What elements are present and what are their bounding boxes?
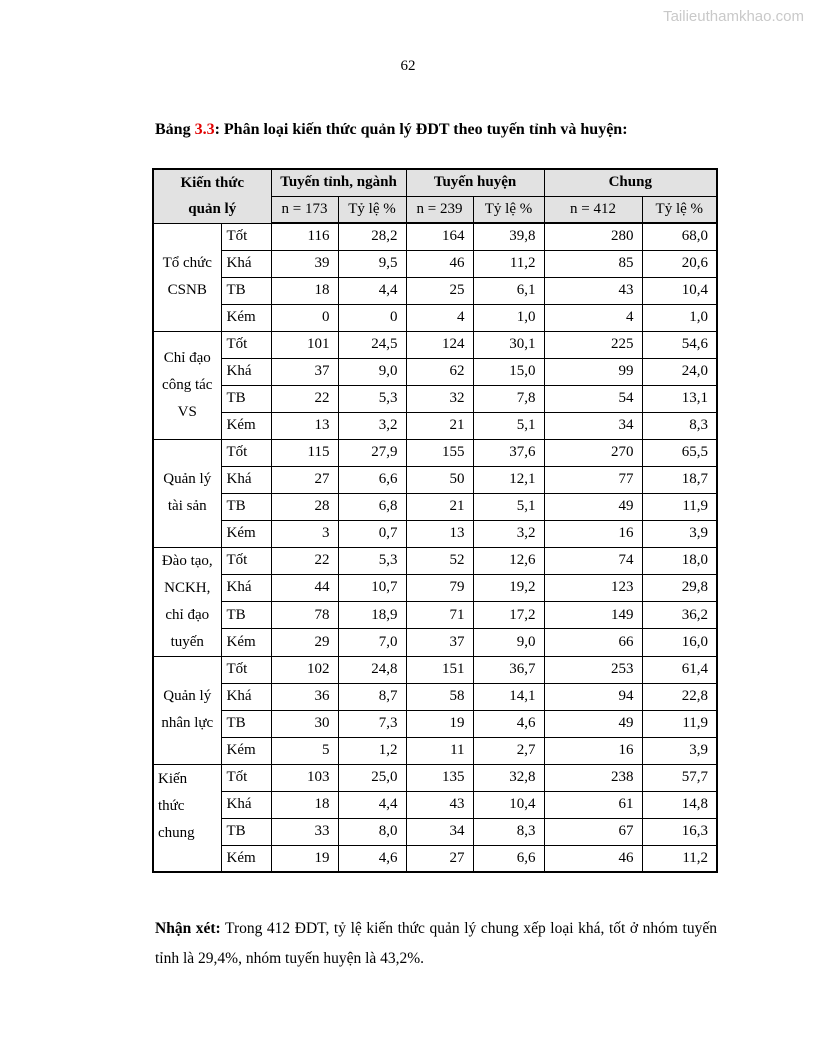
rating-cell: TB [221, 818, 271, 845]
value-cell: 43 [544, 277, 642, 304]
rating-cell: Kém [221, 629, 271, 656]
value-cell: 19 [271, 845, 338, 872]
rating-cell: Tốt [221, 764, 271, 791]
group-label-line: Chỉ đạo [163, 349, 211, 366]
value-cell: 19 [406, 710, 473, 737]
group-label-line: tài sản [167, 498, 207, 514]
value-cell: 71 [406, 602, 473, 629]
value-cell: 18,0 [642, 547, 717, 574]
rating-cell: Khá [221, 466, 271, 493]
value-cell: 32,8 [473, 764, 544, 791]
header-cell-province: Tuyến tỉnh, ngành [271, 169, 406, 196]
value-cell: 6,1 [473, 277, 544, 304]
value-cell: 49 [544, 493, 642, 520]
value-cell: 32 [406, 385, 473, 412]
value-cell: 151 [406, 656, 473, 683]
value-cell: 116 [271, 223, 338, 250]
table-row [153, 439, 717, 466]
value-cell: 30,1 [473, 331, 544, 358]
value-cell: 270 [544, 439, 642, 466]
value-cell: 5,3 [338, 547, 406, 574]
group-label-line: Quản lý [163, 471, 212, 487]
watermark: Tailieuthamkhao.com [663, 8, 804, 25]
rating-cell: Kém [221, 520, 271, 547]
value-cell: 0 [338, 304, 406, 331]
group-label-line: Quản lý [163, 688, 212, 704]
value-cell: 3,2 [338, 412, 406, 439]
value-cell: 8,3 [473, 818, 544, 845]
value-cell: 253 [544, 656, 642, 683]
value-cell: 39,8 [473, 223, 544, 250]
value-cell: 13 [271, 412, 338, 439]
value-cell: 46 [406, 250, 473, 277]
value-cell: 16,3 [642, 818, 717, 845]
value-cell: 13 [406, 520, 473, 547]
group-label-cell [153, 331, 221, 439]
value-cell: 49 [544, 710, 642, 737]
value-cell: 4 [406, 304, 473, 331]
value-cell: 12,1 [473, 466, 544, 493]
value-cell: 15,0 [473, 358, 544, 385]
table-row [153, 818, 717, 845]
value-cell: 18,7 [642, 466, 717, 493]
rating-cell: TB [221, 493, 271, 520]
value-cell: 77 [544, 466, 642, 493]
value-cell: 36,7 [473, 656, 544, 683]
value-cell: 79 [406, 574, 473, 601]
subheader-n-overall: n = 412 [544, 196, 642, 223]
value-cell: 30 [271, 710, 338, 737]
value-cell: 19,2 [473, 574, 544, 601]
value-cell: 8,7 [338, 683, 406, 710]
table-header [153, 169, 717, 223]
group-label-line: VS [177, 403, 197, 420]
value-cell: 1,2 [338, 737, 406, 764]
value-cell: 9,0 [473, 629, 544, 656]
value-cell: 6,6 [338, 466, 406, 493]
value-cell: 61 [544, 791, 642, 818]
value-cell: 5,3 [338, 385, 406, 412]
group-label-line: thức [158, 797, 185, 814]
group-label-line: Tổ chức [162, 255, 212, 271]
value-cell: 11,2 [473, 250, 544, 277]
table-row [153, 791, 717, 818]
value-cell: 46 [544, 845, 642, 872]
value-cell: 10,4 [473, 791, 544, 818]
value-cell: 10,7 [338, 574, 406, 601]
table-row [153, 331, 717, 358]
header-row-groups [153, 169, 717, 196]
subheader-pct-overall: Tỷ lệ % [642, 196, 717, 223]
group-label-line: chung [158, 824, 195, 841]
value-cell: 135 [406, 764, 473, 791]
value-cell: 18 [271, 791, 338, 818]
value-cell: 28 [271, 493, 338, 520]
value-cell: 8,0 [338, 818, 406, 845]
value-cell: 103 [271, 764, 338, 791]
value-cell: 27 [271, 466, 338, 493]
note-paragraph [155, 914, 717, 974]
value-cell: 58 [406, 683, 473, 710]
table-title-text: : Phân loại kiến thức quản lý ĐDT theo tuyến tỉnh và huyện: [214, 121, 628, 138]
group-label-line: Đào tạo, [161, 552, 213, 569]
value-cell: 238 [544, 764, 642, 791]
value-cell: 115 [271, 439, 338, 466]
value-cell: 16,0 [642, 629, 717, 656]
table-row [153, 277, 717, 304]
rating-cell: Kém [221, 412, 271, 439]
rating-cell: Khá [221, 791, 271, 818]
value-cell: 37 [271, 358, 338, 385]
value-cell: 28,2 [338, 223, 406, 250]
value-cell: 25 [406, 277, 473, 304]
value-cell: 94 [544, 683, 642, 710]
table-title [155, 121, 628, 139]
table-row [153, 710, 717, 737]
table-title-prefix: Bảng [155, 121, 195, 138]
value-cell: 25,0 [338, 764, 406, 791]
value-cell: 24,5 [338, 331, 406, 358]
subheader-n-province: n = 173 [271, 196, 338, 223]
value-cell: 99 [544, 358, 642, 385]
rating-cell: Tốt [221, 656, 271, 683]
header-label-line: quản lý [188, 201, 237, 218]
table-row [153, 358, 717, 385]
group-label-cell [153, 439, 221, 547]
note-label: Nhận xét: [155, 919, 221, 937]
group-label-line: Kiến [158, 770, 188, 787]
value-cell: 3,9 [642, 520, 717, 547]
value-cell: 36 [271, 683, 338, 710]
value-cell: 225 [544, 331, 642, 358]
value-cell: 2,7 [473, 737, 544, 764]
rating-cell: TB [221, 277, 271, 304]
group-label-cell [153, 547, 221, 656]
table-row [153, 385, 717, 412]
table-row [153, 656, 717, 683]
value-cell: 0 [271, 304, 338, 331]
value-cell: 85 [544, 250, 642, 277]
value-cell: 16 [544, 737, 642, 764]
value-cell: 7,8 [473, 385, 544, 412]
value-cell: 21 [406, 412, 473, 439]
table-row [153, 845, 717, 872]
table-row [153, 250, 717, 277]
table-row [153, 629, 717, 656]
rating-cell: Kém [221, 737, 271, 764]
value-cell: 7,3 [338, 710, 406, 737]
table-title-number: 3.3 [194, 121, 215, 138]
value-cell: 24,8 [338, 656, 406, 683]
value-cell: 11,9 [642, 710, 717, 737]
value-cell: 18,9 [338, 602, 406, 629]
rating-cell: Tốt [221, 331, 271, 358]
value-cell: 102 [271, 656, 338, 683]
value-cell: 1,0 [473, 304, 544, 331]
value-cell: 61,4 [642, 656, 717, 683]
value-cell: 8,3 [642, 412, 717, 439]
table-row [153, 547, 717, 574]
header-cell-district: Tuyến huyện [406, 169, 544, 196]
table-row [153, 764, 717, 791]
header-label-line: Kiến thức [180, 175, 245, 192]
value-cell: 57,7 [642, 764, 717, 791]
value-cell: 280 [544, 223, 642, 250]
value-cell: 36,2 [642, 602, 717, 629]
value-cell: 54,6 [642, 331, 717, 358]
table-row [153, 223, 717, 250]
value-cell: 13,1 [642, 385, 717, 412]
table-row [153, 304, 717, 331]
value-cell: 22 [271, 385, 338, 412]
value-cell: 3 [271, 520, 338, 547]
subheader-pct-district: Tỷ lệ % [473, 196, 544, 223]
value-cell: 3,9 [642, 737, 717, 764]
rating-cell: TB [221, 602, 271, 629]
rating-cell: Khá [221, 574, 271, 601]
value-cell: 11,9 [642, 493, 717, 520]
group-label-cell [153, 764, 221, 872]
value-cell: 34 [544, 412, 642, 439]
value-cell: 29 [271, 629, 338, 656]
table-row [153, 574, 717, 601]
table-row [153, 466, 717, 493]
value-cell: 50 [406, 466, 473, 493]
rating-cell: Tốt [221, 223, 271, 250]
value-cell: 9,5 [338, 250, 406, 277]
value-cell: 4,4 [338, 791, 406, 818]
value-cell: 33 [271, 818, 338, 845]
value-cell: 5,1 [473, 493, 544, 520]
header-cell-knowledge [153, 169, 271, 223]
value-cell: 149 [544, 602, 642, 629]
group-label-line: NCKH, [164, 579, 211, 596]
header-cell-overall: Chung [544, 169, 717, 196]
table-row [153, 737, 717, 764]
value-cell: 7,0 [338, 629, 406, 656]
value-cell: 6,6 [473, 845, 544, 872]
page-number: 62 [400, 58, 416, 74]
value-cell: 22 [271, 547, 338, 574]
value-cell: 44 [271, 574, 338, 601]
value-cell: 18 [271, 277, 338, 304]
value-cell: 67 [544, 818, 642, 845]
value-cell: 9,0 [338, 358, 406, 385]
subheader-n-district: n = 239 [406, 196, 473, 223]
value-cell: 4,4 [338, 277, 406, 304]
value-cell: 34 [406, 818, 473, 845]
value-cell: 6,8 [338, 493, 406, 520]
value-cell: 4,6 [473, 710, 544, 737]
value-cell: 11,2 [642, 845, 717, 872]
value-cell: 65,5 [642, 439, 717, 466]
rating-cell: Kém [221, 304, 271, 331]
value-cell: 52 [406, 547, 473, 574]
value-cell: 1,0 [642, 304, 717, 331]
table-row [153, 683, 717, 710]
value-cell: 10,4 [642, 277, 717, 304]
rating-cell: Khá [221, 683, 271, 710]
value-cell: 37 [406, 629, 473, 656]
table-row [153, 412, 717, 439]
group-label-line: công tác [162, 376, 213, 393]
subheader-pct-province: Tỷ lệ % [338, 196, 406, 223]
table-row [153, 602, 717, 629]
value-cell: 14,1 [473, 683, 544, 710]
table-body [153, 223, 717, 872]
group-label-line: nhân lực [161, 715, 214, 731]
group-label-line: CSNB [167, 282, 207, 298]
value-cell: 43 [406, 791, 473, 818]
rating-cell: Kém [221, 845, 271, 872]
value-cell: 11 [406, 737, 473, 764]
value-cell: 17,2 [473, 602, 544, 629]
value-cell: 124 [406, 331, 473, 358]
group-label-line: tuyến [170, 633, 204, 650]
value-cell: 5,1 [473, 412, 544, 439]
value-cell: 29,8 [642, 574, 717, 601]
rating-cell: Tốt [221, 547, 271, 574]
value-cell: 27 [406, 845, 473, 872]
group-label-cell [153, 223, 221, 331]
rating-cell: TB [221, 385, 271, 412]
group-label-line: chỉ đạo [165, 606, 210, 623]
note-text: Trong 412 ĐDT, tỷ lệ kiến thức quản lý chung xếp loại khá, tốt ở nhóm tuyến tỉnh là 29,4%, nhóm tuyến huyện là 43,2%. [155, 919, 717, 967]
value-cell: 20,6 [642, 250, 717, 277]
value-cell: 155 [406, 439, 473, 466]
value-cell: 3,2 [473, 520, 544, 547]
value-cell: 24,0 [642, 358, 717, 385]
rating-cell: Tốt [221, 439, 271, 466]
value-cell: 123 [544, 574, 642, 601]
value-cell: 16 [544, 520, 642, 547]
value-cell: 78 [271, 602, 338, 629]
value-cell: 12,6 [473, 547, 544, 574]
value-cell: 5 [271, 737, 338, 764]
value-cell: 101 [271, 331, 338, 358]
table-row [153, 520, 717, 547]
value-cell: 21 [406, 493, 473, 520]
rating-cell: Khá [221, 358, 271, 385]
value-cell: 66 [544, 629, 642, 656]
value-cell: 4 [544, 304, 642, 331]
value-cell: 164 [406, 223, 473, 250]
value-cell: 27,9 [338, 439, 406, 466]
value-cell: 14,8 [642, 791, 717, 818]
value-cell: 62 [406, 358, 473, 385]
value-cell: 4,6 [338, 845, 406, 872]
value-cell: 74 [544, 547, 642, 574]
rating-cell: TB [221, 710, 271, 737]
group-label-cell [153, 656, 221, 764]
rating-cell: Khá [221, 250, 271, 277]
value-cell: 54 [544, 385, 642, 412]
value-cell: 39 [271, 250, 338, 277]
value-cell: 68,0 [642, 223, 717, 250]
value-cell: 0,7 [338, 520, 406, 547]
table-row [153, 493, 717, 520]
knowledge-classification-table [152, 168, 718, 873]
value-cell: 37,6 [473, 439, 544, 466]
value-cell: 22,8 [642, 683, 717, 710]
